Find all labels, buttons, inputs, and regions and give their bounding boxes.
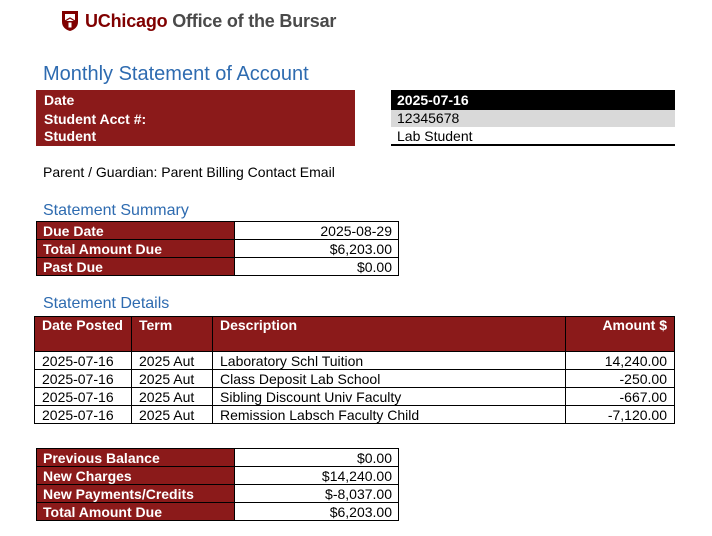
page-title: Monthly Statement of Account (43, 63, 309, 85)
new-charges-value: $14,240.00 (235, 467, 399, 485)
account-info (36, 90, 675, 146)
totals-table (36, 448, 399, 521)
row-description: Sibling Discount Univ Faculty (213, 388, 566, 406)
student-value-cell (391, 127, 675, 144)
logo-uchicago: UChicago (85, 10, 168, 31)
row-description: Laboratory Schl Tuition (213, 352, 566, 370)
totals-row (37, 503, 399, 521)
row-term: 2025 Aut (132, 406, 213, 424)
row-term: 2025 Aut (132, 352, 213, 370)
total-due-value: $6,203.00 (235, 240, 399, 258)
table-row (35, 406, 675, 424)
logo-text (85, 11, 336, 32)
row-amount: -250.00 (566, 370, 675, 388)
parent-guardian-line: Parent / Guardian: Parent Billing Contact Email (43, 164, 335, 180)
summary-row (37, 240, 399, 258)
table-row (35, 370, 675, 388)
col-term: Term (132, 317, 213, 352)
col-amount: Amount $ (566, 317, 675, 352)
row-term: 2025 Aut (132, 388, 213, 406)
row-date: 2025-07-16 (35, 406, 132, 424)
row-amount: -667.00 (566, 388, 675, 406)
due-date-label: Due Date (37, 222, 235, 240)
payments-credits-value: $-8,037.00 (235, 485, 399, 503)
bursar-logo (61, 9, 336, 33)
student-acct-label: Student Acct #: (44, 111, 147, 127)
row-date: 2025-07-16 (35, 352, 132, 370)
table-row (35, 388, 675, 406)
total-amount-due-value: $6,203.00 (235, 503, 399, 521)
past-due-label: Past Due (37, 258, 235, 276)
previous-balance-label: Previous Balance (37, 449, 235, 467)
summary-title: Statement Summary (43, 202, 189, 219)
row-description: Remission Labsch Faculty Child (213, 406, 566, 424)
acct-value-cell (391, 110, 675, 127)
summary-row (37, 222, 399, 240)
student-value: Lab Student (397, 128, 473, 144)
details-title: Statement Details (43, 295, 170, 312)
row-date: 2025-07-16 (35, 370, 132, 388)
row-date: 2025-07-16 (35, 388, 132, 406)
row-term: 2025 Aut (132, 370, 213, 388)
summary-table (36, 221, 399, 276)
totals-row (37, 449, 399, 467)
row-description: Class Deposit Lab School (213, 370, 566, 388)
date-label: Date (44, 92, 75, 108)
previous-balance-value: $0.00 (235, 449, 399, 467)
account-divider (391, 144, 675, 146)
col-description: Description (213, 317, 566, 352)
summary-row (37, 258, 399, 276)
logo-office-name: Office of the Bursar (167, 10, 337, 31)
totals-row (37, 485, 399, 503)
row-amount: -7,120.00 (566, 406, 675, 424)
new-charges-label: New Charges (37, 467, 235, 485)
col-date-posted: Date Posted (35, 317, 132, 352)
table-row (35, 352, 675, 370)
date-value: 2025-07-16 (397, 92, 469, 108)
row-amount: 14,240.00 (566, 352, 675, 370)
total-amount-due-label: Total Amount Due (37, 503, 235, 521)
past-due-value: $0.00 (235, 258, 399, 276)
acct-value: 12345678 (397, 110, 460, 126)
details-header-row (35, 317, 675, 352)
date-value-cell (391, 90, 675, 110)
uchicago-shield-icon (61, 10, 79, 32)
totals-row (37, 467, 399, 485)
details-table (34, 316, 675, 424)
due-date-value: 2025-08-29 (235, 222, 399, 240)
payments-credits-label: New Payments/Credits (37, 485, 235, 503)
student-label: Student (44, 128, 97, 144)
account-labels (36, 90, 355, 146)
total-due-label: Total Amount Due (37, 240, 235, 258)
